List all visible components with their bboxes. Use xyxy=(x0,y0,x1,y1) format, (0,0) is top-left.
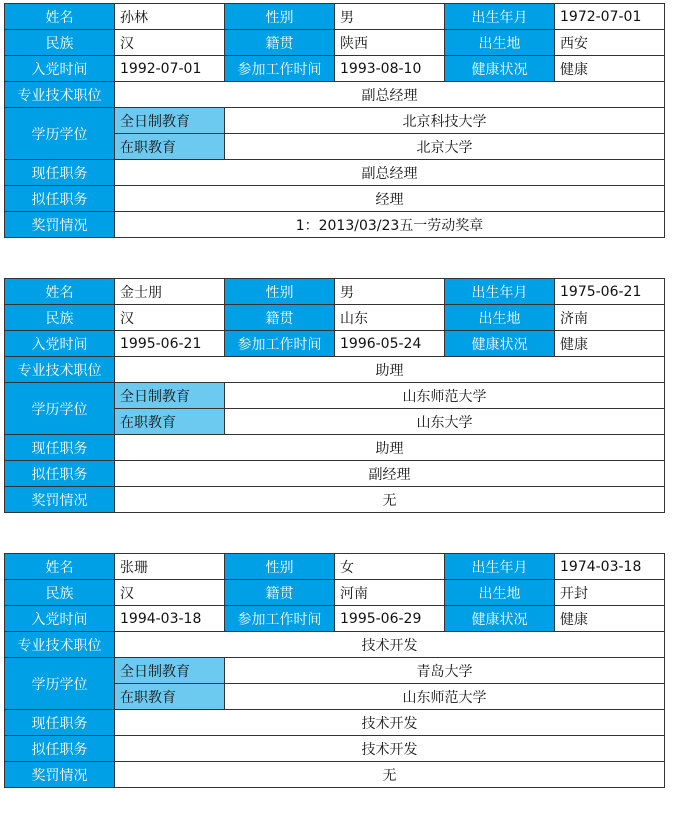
label-native-place: 籍贯 xyxy=(225,30,335,56)
label-native-place: 籍贯 xyxy=(225,580,335,606)
value-name: 孙林 xyxy=(115,4,225,30)
label-proposed-post: 拟任职务 xyxy=(5,736,115,762)
personnel-record-card xyxy=(4,3,665,238)
table-row xyxy=(5,357,665,383)
value-health: 健康 xyxy=(555,606,665,632)
table-row xyxy=(5,279,665,305)
label-birthplace: 出生地 xyxy=(445,305,555,331)
label-current-post: 现任职务 xyxy=(5,435,115,461)
table-row xyxy=(5,56,665,82)
label-health: 健康状况 xyxy=(445,606,555,632)
value-fulltime-education: 山东师范大学 xyxy=(225,383,665,409)
value-rewards-penalties: 无 xyxy=(115,487,665,513)
table-row xyxy=(5,606,665,632)
label-health: 健康状况 xyxy=(445,56,555,82)
value-work-start-date: 1993-08-10 xyxy=(335,56,445,82)
value-fulltime-education: 青岛大学 xyxy=(225,658,665,684)
table-row xyxy=(5,736,665,762)
value-native-place: 河南 xyxy=(335,580,445,606)
value-ethnicity: 汉 xyxy=(115,30,225,56)
label-fulltime-education: 全日制教育 xyxy=(115,383,225,409)
value-name: 金士朋 xyxy=(115,279,225,305)
value-birth-date: 1972-07-01 xyxy=(555,4,665,30)
label-party-join-date: 入党时间 xyxy=(5,331,115,357)
label-birthplace: 出生地 xyxy=(445,30,555,56)
label-party-join-date: 入党时间 xyxy=(5,606,115,632)
value-party-join-date: 1994-03-18 xyxy=(115,606,225,632)
value-current-post: 副总经理 xyxy=(115,160,665,186)
value-proposed-post: 副经理 xyxy=(115,461,665,487)
label-birth-date: 出生年月 xyxy=(445,279,555,305)
table-row xyxy=(5,435,665,461)
table-row xyxy=(5,82,665,108)
table-row xyxy=(5,212,665,238)
label-fulltime-education: 全日制教育 xyxy=(115,658,225,684)
table-row xyxy=(5,108,665,134)
value-health: 健康 xyxy=(555,331,665,357)
table-row xyxy=(5,186,665,212)
value-inservice-education: 北京大学 xyxy=(225,134,665,160)
value-tech-position: 技术开发 xyxy=(115,632,665,658)
label-rewards-penalties: 奖罚情况 xyxy=(5,762,115,788)
label-gender: 性别 xyxy=(225,4,335,30)
label-ethnicity: 民族 xyxy=(5,580,115,606)
value-inservice-education: 山东师范大学 xyxy=(225,684,665,710)
label-rewards-penalties: 奖罚情况 xyxy=(5,487,115,513)
value-work-start-date: 1995-06-29 xyxy=(335,606,445,632)
value-name: 张珊 xyxy=(115,554,225,580)
value-party-join-date: 1995-06-21 xyxy=(115,331,225,357)
label-education: 学历学位 xyxy=(5,383,115,435)
value-gender: 男 xyxy=(335,279,445,305)
label-ethnicity: 民族 xyxy=(5,305,115,331)
value-work-start-date: 1996-05-24 xyxy=(335,331,445,357)
label-party-join-date: 入党时间 xyxy=(5,56,115,82)
value-current-post: 技术开发 xyxy=(115,710,665,736)
label-education: 学历学位 xyxy=(5,658,115,710)
value-ethnicity: 汉 xyxy=(115,580,225,606)
value-fulltime-education: 北京科技大学 xyxy=(225,108,665,134)
value-gender: 男 xyxy=(335,4,445,30)
value-health: 健康 xyxy=(555,56,665,82)
value-gender: 女 xyxy=(335,554,445,580)
label-work-start-date: 参加工作时间 xyxy=(225,331,335,357)
label-name: 姓名 xyxy=(5,554,115,580)
table-row xyxy=(5,710,665,736)
value-birthplace: 济南 xyxy=(555,305,665,331)
label-inservice-education: 在职教育 xyxy=(115,684,225,710)
value-rewards-penalties: 1：2013/03/23五一劳动奖章 xyxy=(115,212,665,238)
label-ethnicity: 民族 xyxy=(5,30,115,56)
personnel-record-card xyxy=(4,278,665,513)
table-row xyxy=(5,762,665,788)
table-row xyxy=(5,4,665,30)
value-inservice-education: 山东大学 xyxy=(225,409,665,435)
label-birth-date: 出生年月 xyxy=(445,4,555,30)
label-current-post: 现任职务 xyxy=(5,160,115,186)
label-inservice-education: 在职教育 xyxy=(115,409,225,435)
label-gender: 性别 xyxy=(225,554,335,580)
value-proposed-post: 经理 xyxy=(115,186,665,212)
label-native-place: 籍贯 xyxy=(225,305,335,331)
table-row xyxy=(5,554,665,580)
table-row xyxy=(5,160,665,186)
label-inservice-education: 在职教育 xyxy=(115,134,225,160)
label-education: 学历学位 xyxy=(5,108,115,160)
table-row xyxy=(5,580,665,606)
value-birthplace: 开封 xyxy=(555,580,665,606)
label-birth-date: 出生年月 xyxy=(445,554,555,580)
value-tech-position: 助理 xyxy=(115,357,665,383)
label-work-start-date: 参加工作时间 xyxy=(225,56,335,82)
value-native-place: 陕西 xyxy=(335,30,445,56)
table-row xyxy=(5,305,665,331)
value-rewards-penalties: 无 xyxy=(115,762,665,788)
personnel-record-card xyxy=(4,553,665,788)
label-proposed-post: 拟任职务 xyxy=(5,461,115,487)
label-tech-position: 专业技术职位 xyxy=(5,632,115,658)
value-proposed-post: 技术开发 xyxy=(115,736,665,762)
table-row xyxy=(5,632,665,658)
value-birthplace: 西安 xyxy=(555,30,665,56)
table-row xyxy=(5,331,665,357)
value-ethnicity: 汉 xyxy=(115,305,225,331)
value-party-join-date: 1992-07-01 xyxy=(115,56,225,82)
label-rewards-penalties: 奖罚情况 xyxy=(5,212,115,238)
label-health: 健康状况 xyxy=(445,331,555,357)
value-current-post: 助理 xyxy=(115,435,665,461)
label-name: 姓名 xyxy=(5,4,115,30)
table-row xyxy=(5,658,665,684)
value-tech-position: 副总经理 xyxy=(115,82,665,108)
value-birth-date: 1974-03-18 xyxy=(555,554,665,580)
label-name: 姓名 xyxy=(5,279,115,305)
table-row xyxy=(5,383,665,409)
label-tech-position: 专业技术职位 xyxy=(5,357,115,383)
label-birthplace: 出生地 xyxy=(445,580,555,606)
table-row xyxy=(5,487,665,513)
label-fulltime-education: 全日制教育 xyxy=(115,108,225,134)
table-row xyxy=(5,30,665,56)
table-row xyxy=(5,461,665,487)
label-current-post: 现任职务 xyxy=(5,710,115,736)
value-native-place: 山东 xyxy=(335,305,445,331)
label-gender: 性别 xyxy=(225,279,335,305)
label-work-start-date: 参加工作时间 xyxy=(225,606,335,632)
value-birth-date: 1975-06-21 xyxy=(555,279,665,305)
label-proposed-post: 拟任职务 xyxy=(5,186,115,212)
label-tech-position: 专业技术职位 xyxy=(5,82,115,108)
